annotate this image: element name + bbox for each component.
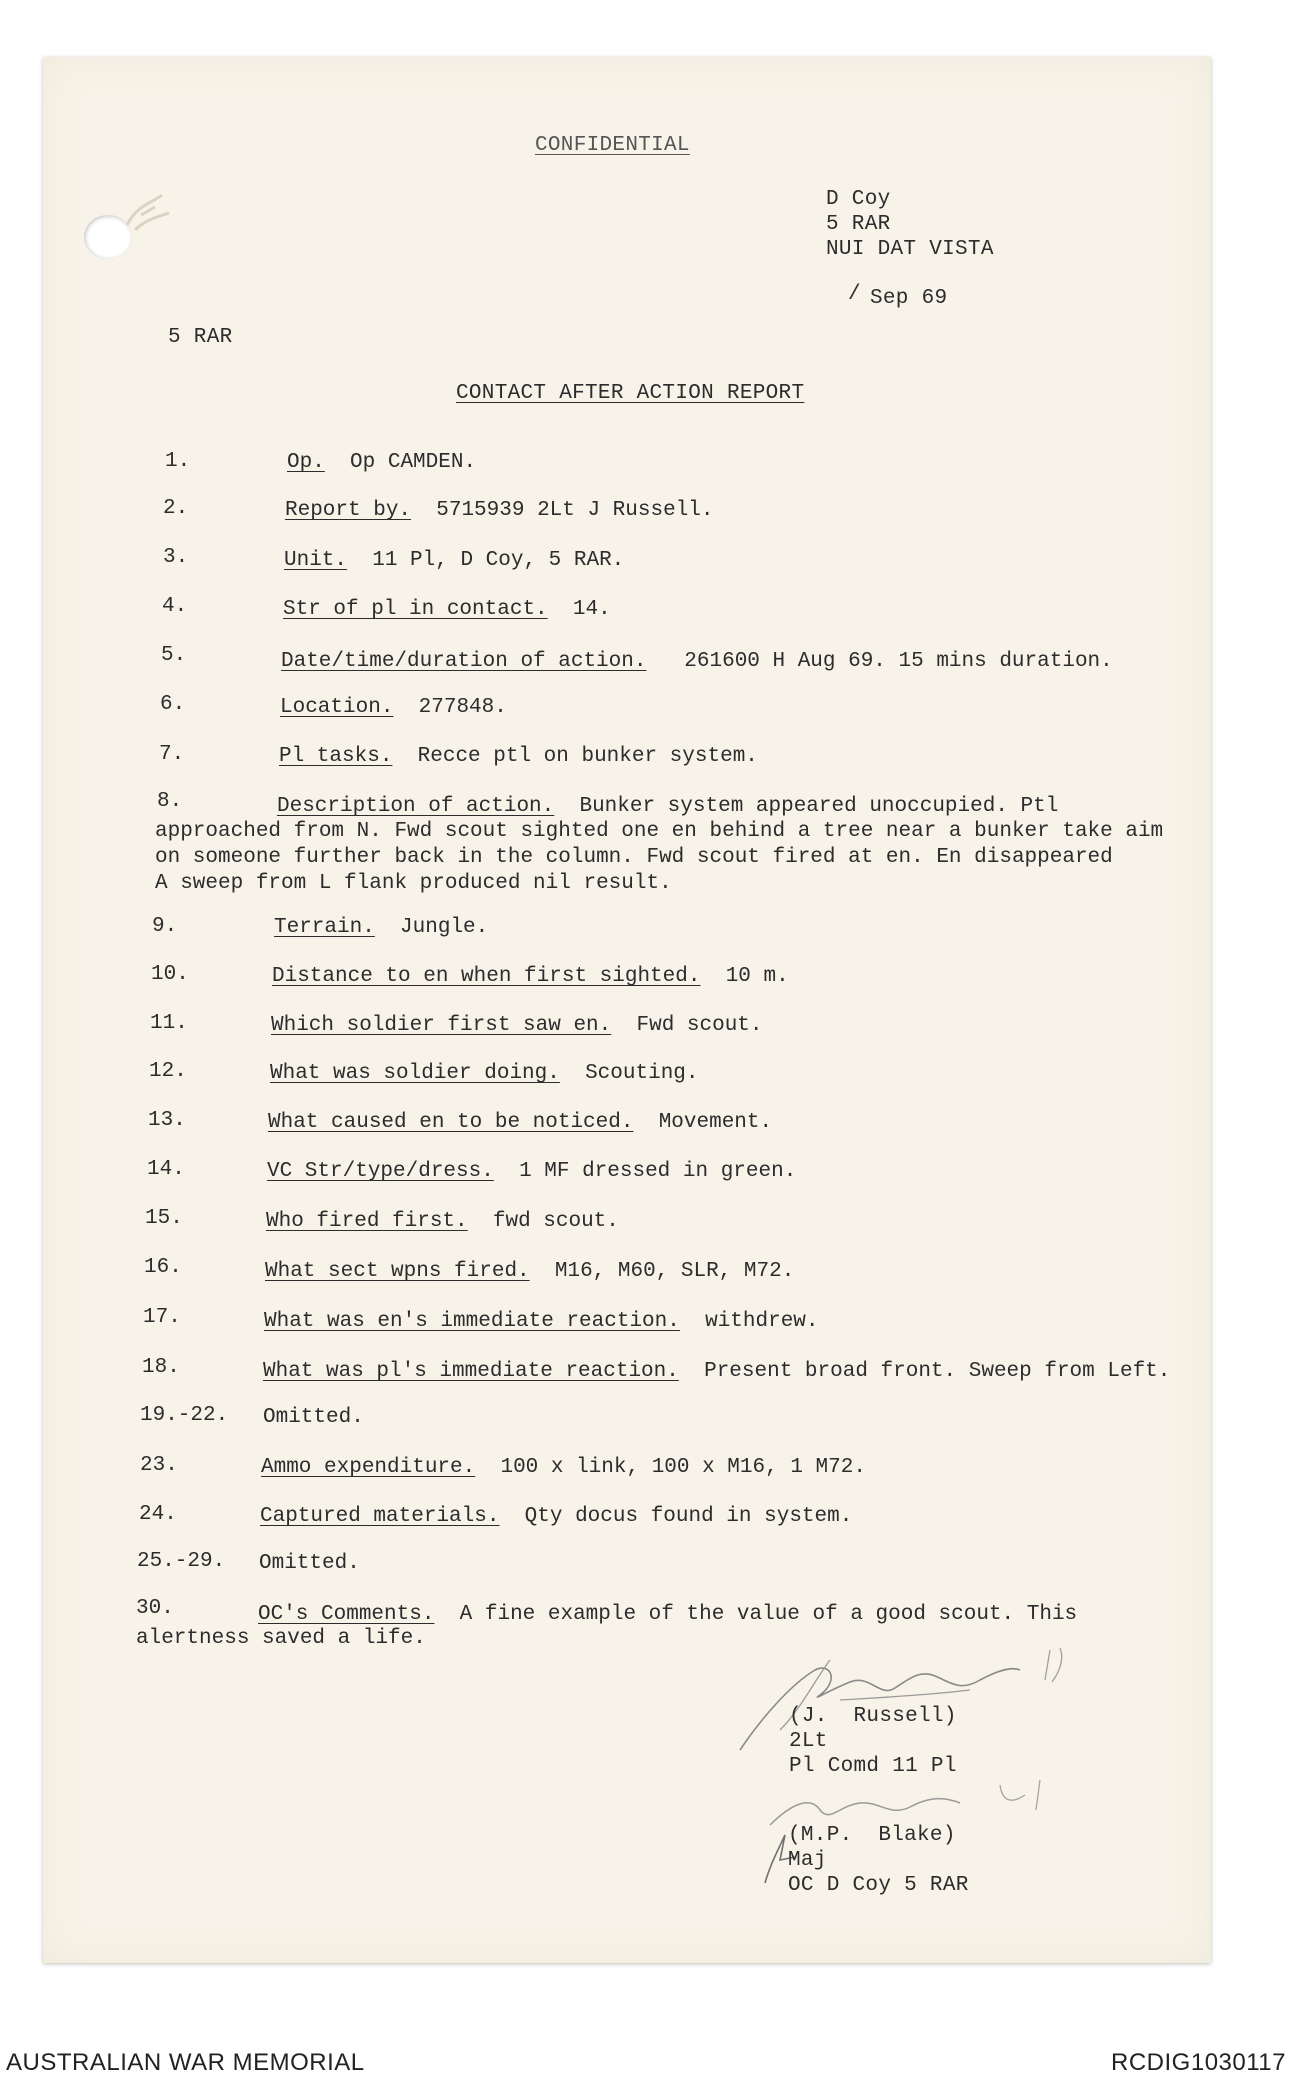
item-value: A fine example of the value of a good scout. This [459, 1603, 1078, 1626]
item-number: 6. [160, 693, 186, 716]
list-item [259, 1552, 360, 1575]
item-number: 17. [143, 1306, 181, 1329]
item-number: 1. [165, 450, 191, 473]
item-number: 10. [151, 963, 189, 986]
item-number: 13. [148, 1109, 186, 1132]
item-value: 261600 H Aug 69. 15 mins duration. [684, 650, 1113, 673]
item-value: 5715939 2Lt J Russell. [436, 499, 714, 522]
item-number: 7. [159, 743, 185, 766]
list-item [266, 1210, 619, 1233]
item-value: Fwd scout. [636, 1014, 763, 1037]
item-number: 14. [147, 1158, 185, 1181]
item-value: Recce ptl on bunker system. [417, 745, 758, 768]
item-label: Which soldier first saw en. [271, 1014, 612, 1037]
item-value: Qty docus found in system. [524, 1505, 853, 1528]
list-item [263, 1360, 1170, 1383]
item-number: 11. [150, 1012, 188, 1035]
list-item [287, 451, 476, 474]
item-value: M16, M60, SLR, M72. [554, 1260, 795, 1283]
hole-tear-mark [117, 185, 177, 245]
date-day: / [848, 283, 861, 306]
item-number: 25.-29. [137, 1550, 226, 1573]
item-number: 24. [139, 1503, 177, 1526]
footer-record-id: RCDIG1030117 [1111, 2049, 1286, 2076]
item-label: Description of action. [277, 795, 555, 818]
item-value: Jungle. [400, 916, 489, 939]
item-number: 9. [152, 915, 178, 938]
item-value: Scouting. [585, 1062, 699, 1085]
item-value: Op CAMDEN. [350, 451, 477, 474]
item-label: Who fired first. [266, 1210, 468, 1233]
item-value: withdrew. [705, 1310, 819, 1333]
sender-location: NUI DAT VISTA [826, 238, 994, 261]
signatory-1-appointment: Pl Comd 11 Pl [789, 1755, 957, 1778]
item-value: fwd scout. [492, 1210, 619, 1233]
item-value: Omitted. [259, 1552, 360, 1575]
list-item [270, 1062, 699, 1085]
item-label: Pl tasks. [279, 745, 393, 768]
item-label: Ammo expenditure. [261, 1456, 476, 1479]
list-item [280, 696, 507, 719]
item-label: VC Str/type/dress. [267, 1160, 494, 1183]
item-label: Str of pl in contact. [283, 598, 548, 621]
item-number: 2. [163, 497, 189, 520]
item-value-line: A sweep from L flank produced nil result. [155, 872, 672, 895]
list-item [283, 598, 611, 621]
item-label: Location. [280, 696, 394, 719]
footer-institution: AUSTRALIAN WAR MEMORIAL [6, 2049, 365, 2076]
list-item [285, 499, 714, 522]
list-item [265, 1260, 794, 1283]
list-item [267, 1160, 796, 1183]
item-value: 1 MF dressed in green. [519, 1160, 797, 1183]
list-item [274, 916, 488, 939]
addressee: 5 RAR [168, 326, 233, 349]
signatory-1-name: (J. Russell) [789, 1705, 957, 1728]
item-label: What was soldier doing. [270, 1062, 560, 1085]
item-label: OC's Comments. [258, 1603, 435, 1626]
list-item [281, 650, 1113, 673]
item-label: What sect wpns fired. [265, 1260, 530, 1283]
list-item [263, 1406, 364, 1429]
item-number: 5. [161, 644, 187, 667]
date-month-year: Sep 69 [870, 287, 948, 310]
signature-russell [720, 1640, 1110, 1760]
item-value: 277848. [418, 696, 507, 719]
sender-unit: D Coy [826, 188, 891, 211]
item-value-line: on someone further back in the column. Fwd scout fired at en. En disappeared [155, 846, 1113, 869]
item-value: Movement. [658, 1111, 773, 1134]
list-item [271, 1014, 763, 1037]
item-value: Bunker system appeared unoccupied. Ptl [579, 795, 1059, 818]
item-number: 15. [145, 1207, 183, 1230]
sender-battalion: 5 RAR [826, 213, 891, 236]
item-label: What was en's immediate reaction. [264, 1310, 680, 1333]
list-item [272, 965, 789, 988]
signatory-2-name: (M.P. Blake) [788, 1824, 956, 1847]
item-value: 100 x link, 100 x M16, 1 M72. [500, 1456, 866, 1479]
item-number: 8. [157, 790, 183, 813]
item-number: 23. [140, 1454, 178, 1477]
list-item [264, 1310, 819, 1333]
item-label: Distance to en when first sighted. [272, 965, 701, 988]
list-item [260, 1505, 852, 1528]
list-item [284, 549, 624, 572]
item-value-line: alertness saved a life. [136, 1627, 426, 1650]
list-item [261, 1456, 866, 1479]
item-value: 14. [572, 598, 611, 621]
item-label: Report by. [285, 499, 412, 522]
item-number: 19.-22. [140, 1404, 229, 1427]
item-value: Omitted. [263, 1406, 364, 1429]
item-value: Present broad front. Sweep from Left. [704, 1360, 1171, 1383]
item-number: 16. [144, 1256, 182, 1279]
signatory-1-rank: 2Lt [789, 1730, 828, 1753]
classification-header: CONFIDENTIAL [535, 134, 690, 157]
list-item [277, 795, 1058, 818]
item-label: Unit. [284, 549, 348, 572]
list-item [268, 1111, 772, 1134]
item-number: 18. [142, 1356, 180, 1379]
report-title: CONTACT AFTER ACTION REPORT [456, 382, 805, 405]
signatory-2-rank: Maj [788, 1849, 827, 1872]
item-label: Op. [287, 451, 325, 474]
item-number: 12. [149, 1060, 187, 1083]
item-value: 11 Pl, D Coy, 5 RAR. [372, 549, 625, 572]
list-item [279, 745, 758, 768]
item-label: Terrain. [274, 916, 375, 939]
list-item [258, 1603, 1077, 1626]
item-number: 4. [162, 595, 188, 618]
item-number: 30. [136, 1597, 174, 1620]
item-number: 3. [163, 546, 189, 569]
item-label: What caused en to be noticed. [268, 1111, 634, 1134]
item-value: 10 m. [725, 965, 789, 988]
signatory-2-appointment: OC D Coy 5 RAR [788, 1874, 969, 1897]
item-value-line: approached from N. Fwd scout sighted one en behind a tree near a bunker take aim [155, 820, 1164, 843]
item-label: Date/time/duration of action. [281, 650, 647, 673]
item-label: What was pl's immediate reaction. [263, 1360, 679, 1383]
item-label: Captured materials. [260, 1505, 500, 1528]
